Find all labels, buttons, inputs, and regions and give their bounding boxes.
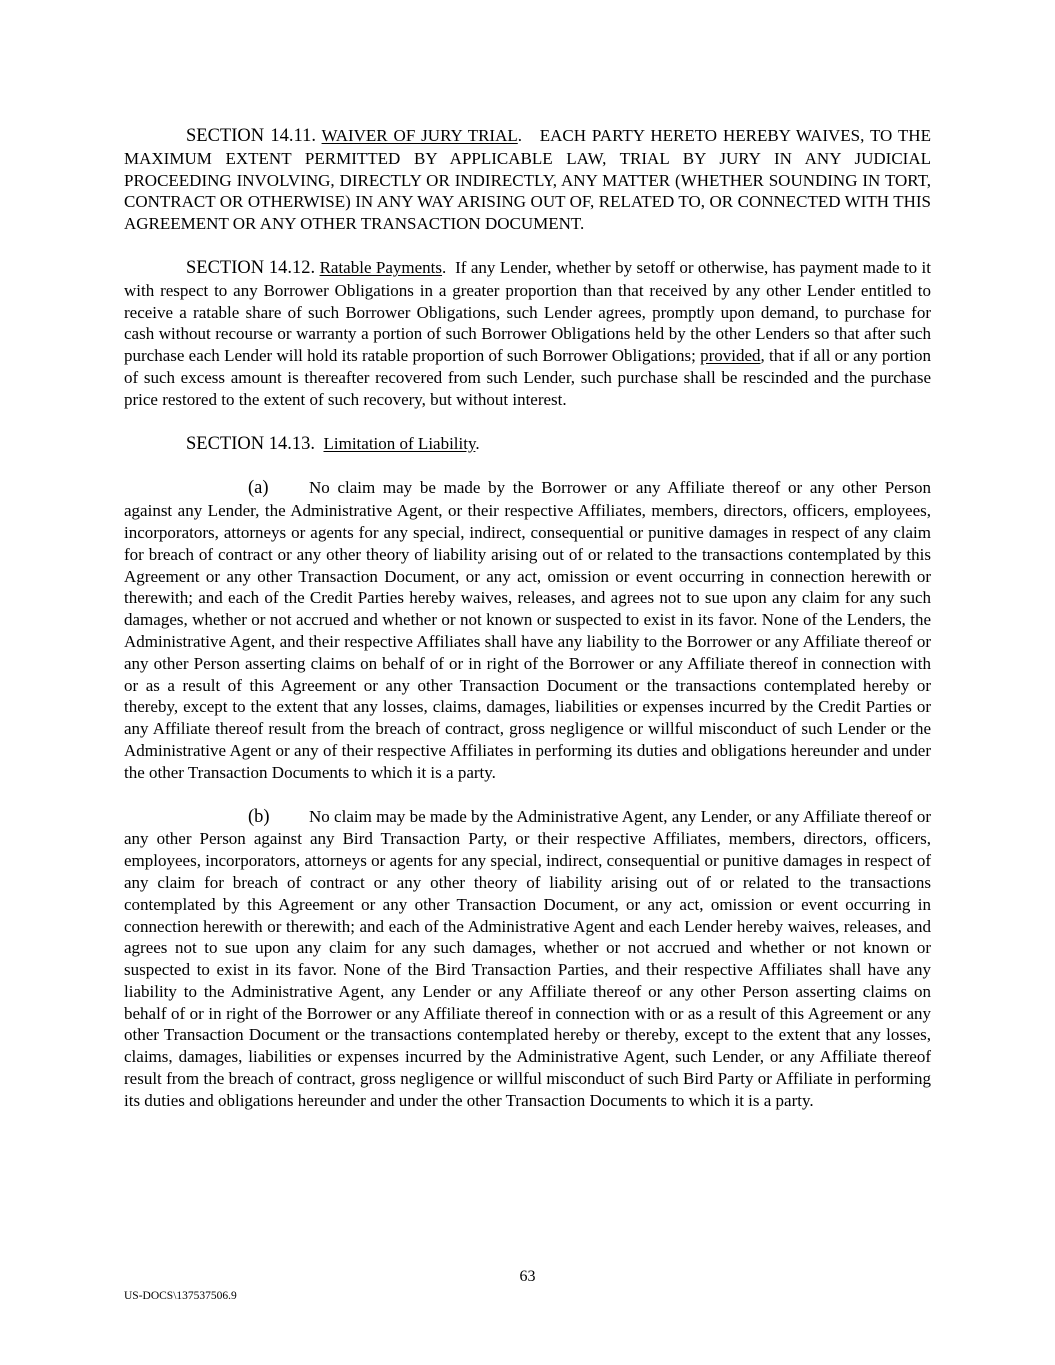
subsection-a-label: (a): [248, 478, 269, 499]
subsection-b-paragraph: [124, 806, 931, 1112]
section-14-12-proviso: provided: [700, 346, 761, 366]
section-14-12-paragraph: SECTION 14.12. Ratable Payments. If any Lender, whether by setoff or otherwise, has payment made to it with respect to any Borrower Obligations in a greater proportion than that received by any other Lender entitled to receive a ratable share of such Borrower Obligations, such Lender agrees, promptly upon demand, to purchase for cash without recourse or warranty a portion of such Borrower Obligations held by the other Lenders so that after such purchase each Lender will hold its ratable proportion of such Borrower Obligations; provided, that if all or any portion of such excess amount is thereafter recovered from such Lender, such purchase shall be rescinded and the purchase price restored to the extent of such recovery, but without interest.: [124, 257, 932, 409]
section-14-13-number: SECTION 14.13.: [186, 433, 315, 454]
subsection-a-body: No claim may be made by the Borrower or any Affiliate thereof or any other Person against any Lender, the Administrative Agent, or their respective Affiliates, members, directors, officers, employees, incorporators, attorneys or agents for any special, indirect, consequential or punitive damages in respect of any claim for breach of contract or any other theory of liability arising out of or related to the transactions contemplated by this Agreement or any other Transaction Document, or any act, omission or event occurring in connection herewith or therewith; and each of the Credit Parties hereby waives, releases, and agrees not to sue upon any claim for any such damages, whether or not accrued and whether or not known or suspected to exist in its favor. None of the Lenders, the Administrative Agent, and their respective Affiliates shall have any liability to the Borrower or any Affiliate thereof or any other Person asserting claims on behalf of or in right of the Borrower or any Affiliate thereof in connection with or as a result of this Agreement or any other Transaction Document or the transactions contemplated hereby or thereby, except to the extent that any losses, claims, damages, liabilities or expenses incurred by the Credit Parties or any Affiliate thereof result from the breach of contract, gross negligence or willful misconduct of such Lender or the Administrative Agent or any of their respective Affiliates in performing its duties and obligations hereunder and under the other Transaction Documents to which it is a party.: [124, 478, 931, 782]
section-14-12-body-part1: If any Lender, whether by setoff or otherwise, has payment made to it with respect to any Borrower Obligations in a greater proportion than that received by any other Lender entitled to receive a ratable share of such Borrower Obligations, such Lender agrees, promptly upon demand, to purchase for cash without recourse or warranty a portion of such Borrower Obligations held by the other Lenders so that after such purchase each Lender will hold its ratable proportion of such Borrower Obligations;: [124, 257, 932, 366]
section-14-12-body-part2: , that if all or any portion of such excess amount is thereafter recovered from such Lender, such purchase shall be rescinded and the purchase price restored to the extent of such recovery, but without interest.: [124, 346, 932, 409]
document-id: US-DOCS\137537506.9: [124, 1290, 237, 1302]
section-14-13-heading: Limitation of Liability: [323, 433, 476, 453]
subsection-b-body: No claim may be made by the Administrative Agent, any Lender, or any Affiliate thereof or any other Person against any Bird Transaction Party, or their respective Affiliates, members, directors, officers, employees, incorporators, attorneys or agents for any special, indirect, consequential or punitive damages in respect of any claim for breach of contract or any other theory of liability arising out of or related to the transactions contemplated by this Agreement or any other Transaction Document, or any act, omission or event occurring in connection herewith or therewith; and each of the Administrative Agent and each Lender hereby waives, releases, and agrees not to sue upon any claim for any such damages, whether or not accrued and whether or not known or suspected to exist in its favor. None of the Bird Transaction Parties, and their respective Affiliates shall have any liability to the Administrative Agent, any Lender or any Affiliate thereof or any other Person asserting claims on behalf of or in right of the Borrower or any Affiliate thereof in connection with or as a result of this Agreement or any other Transaction Document or the transactions contemplated hereby or thereby, except to the extent that any losses, claims, damages, liabilities or expenses incurred by the Administrative Agent, such Lender, or any Affiliate thereof result from the breach of contract, gross negligence or willful misconduct of such Bird Party or Affiliate in performing its duties and obligations hereunder and under the other Transaction Documents to which it is a party.: [124, 806, 931, 1110]
section-14-12-heading: Ratable Payments: [319, 257, 443, 277]
section-14-11-paragraph: SECTION 14.11. WAIVER OF JURY TRIAL. EACH PARTY HERETO HEREBY WAIVES, TO THE MAXIMUM EXTENT PERMITTED BY APPLICABLE LAW, TRIAL BY JURY IN ANY JUDICIAL PROCEEDING INVOLVING, DIRECTLY OR INDIRECTLY, ANY MATTER (WHETHER SOUNDING IN TORT, CONTRACT OR OTHERWISE) IN ANY WAY ARISING OUT OF, RELATED TO, OR CONNECTED WITH THIS AGREEMENT OR ANY OTHER TRANSACTION DOCUMENT.: [124, 126, 931, 234]
subsection-b-label: (b): [248, 806, 270, 827]
section-14-12-number: SECTION 14.12.: [186, 257, 316, 278]
section-14-13-paragraph: SECTION 14.13. Limitation of Liability.: [186, 433, 480, 454]
section-14-11-body: EACH PARTY HERETO HEREBY WAIVES, TO THE MAXIMUM EXTENT PERMITTED BY APPLICABLE LAW, TRIAL BY JURY IN ANY JUDICIAL PROCEEDING INVOLVING, DIRECTLY OR INDIRECTLY, ANY MATTER (WHETHER SOUNDING IN TORT, CONTRACT OR OTHERWISE) IN ANY WAY ARISING OUT OF, RELATED TO, OR CONNECTED WITH THIS AGREEMENT OR ANY OTHER TRANSACTION DOCUMENT.: [124, 126, 931, 234]
subsection-a-paragraph: [124, 477, 931, 783]
page-number: 63: [519, 1268, 536, 1285]
document-page: [124, 125, 931, 1112]
section-14-11-number: SECTION 14.11.: [186, 126, 316, 146]
section-14-11-heading: WAIVER OF JURY TRIAL: [321, 126, 518, 145]
